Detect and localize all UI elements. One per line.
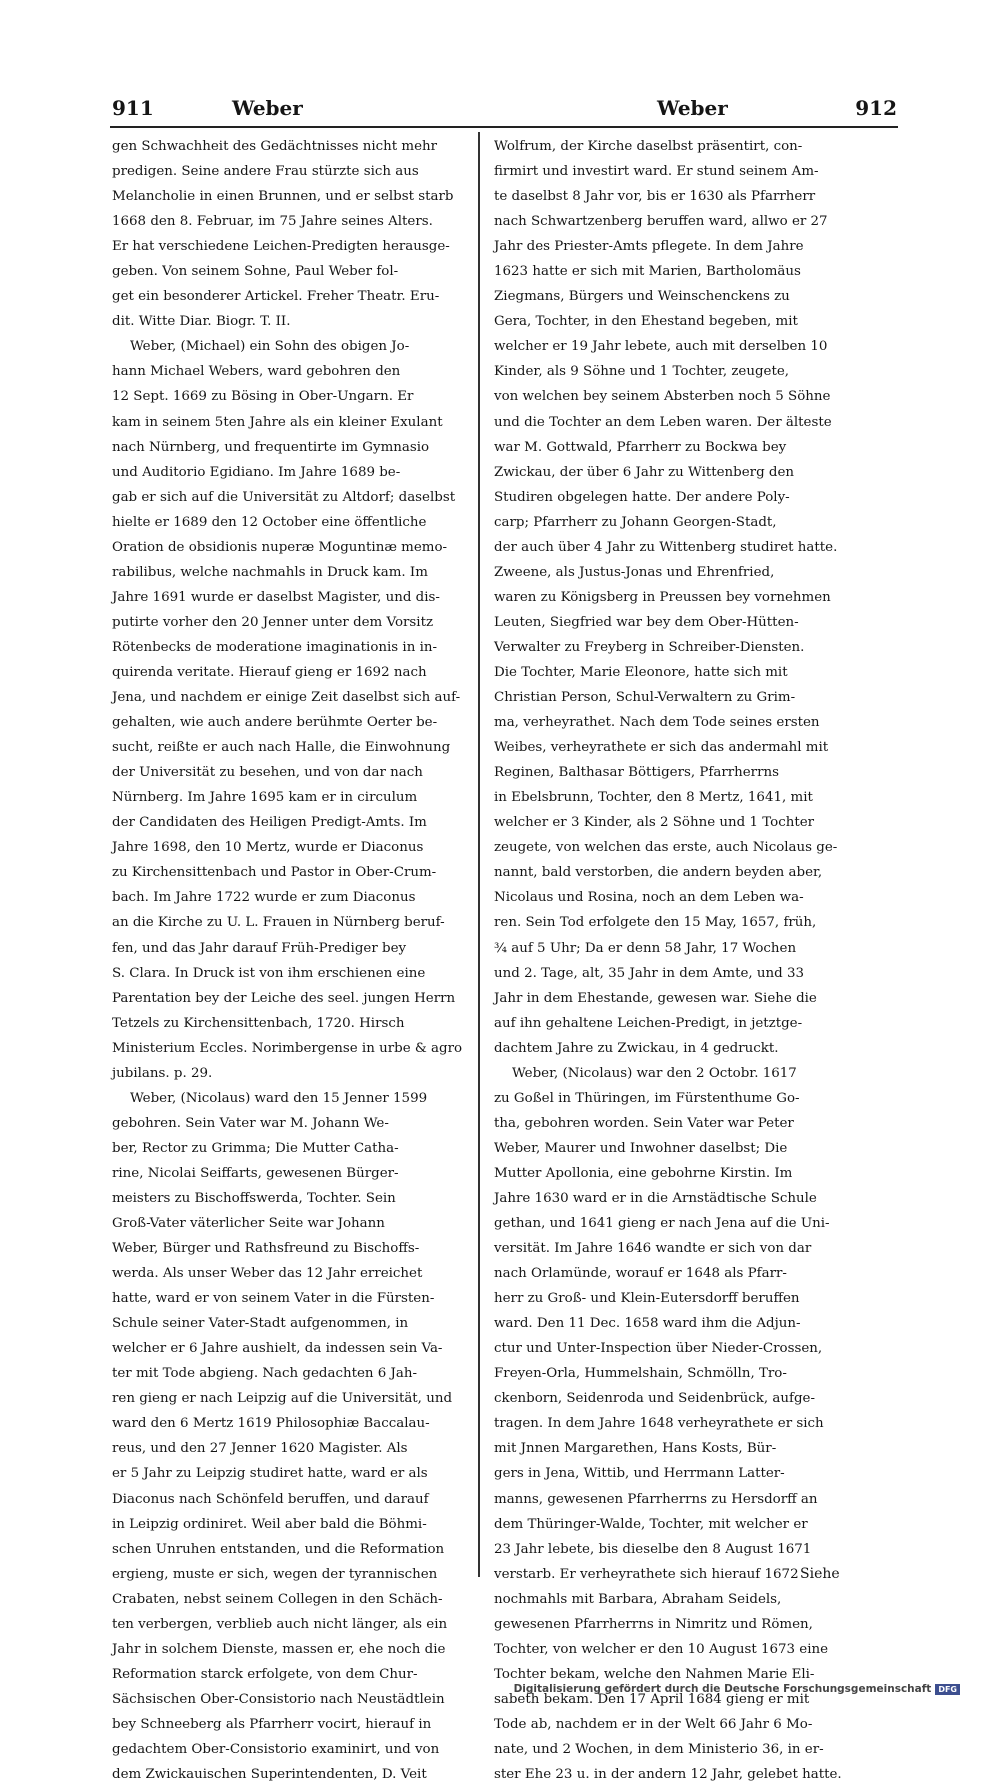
footer-text: Digitalisierung gefördert durch die Deutsche Forschungsgemeinschaft [513, 1683, 932, 1695]
header-word-left: Weber [232, 96, 303, 120]
column-divider [478, 132, 480, 1577]
page-number-right: 912 [855, 96, 897, 120]
entry-weber-michael: Weber, (Michael) ein Sohn des obigen Jo- hann Michael Webers, ward gebohren den 12 Sept. 1669 zu Bösing in Ober-Ungarn. Er kam in seinem 5ten Jahre als ein kleiner Exulant nach Nürnberg, und frequentirte im Gymnasio und Auditorio Egidiano. Im Jahre 1689 be- gab er sich auf die Universität zu Altdorf; daselbst hielte er 1689 den 12 October eine öffentliche Oration de obsidionis nuperæ Moguntinæ memo- rabilibus, welche nachmahls in Druck kam. Im Jahre 1691 wurde er daselbst Magister, und dis- putirte vorher den 20 Jenner unter dem Vorsitz Rötenbecks de moderatione imaginationis in in- quirenda veritate. Hierauf gieng er 1692 nach Jena, und nachdem er einige Zeit daselbst sich auf- gehalten, wie auch andere berühmte Oerter be- sucht, reißte er auch nach Halle, die Einwohnung der Universität zu besehen, und von dar nach Nürnberg. Im Jahre 1695 kam er in circulum der Candidaten des Heiligen Predigt-Amts. Im Jahre 1698, den 10 Mertz, wurde er Diaconus zu Kirchensittenbach und Pastor in Ober-Crum- bach. Im Jahre 1722 wurde er zum Diaconus an die Kirche zu U. L. Frauen in Nürnberg beruf- fen, und das Jahr darauf Früh-Prediger bey S. Clara. In Druck ist von ihm erschienen eine Parentation bey der Leiche des seel. jungen Herrn Tetzels zu Kirchensittenbach, 1720. Hirsch Ministerium Eccles. Norimbergense in urbe & agro jubilans. p. 29. [112, 339, 463, 1081]
catchword: Siehe [800, 1566, 840, 1582]
paragraph: Wolfrum, der Kirche daselbst präsentirt, con- firmirt und investirt ward. Er stund seinem Am- te daselbst 8 Jahr vor, bis er 1630 als Pfarrherr nach Schwartzenberg beruffen ward, allwo er 27 Jahr des Priester-Amts pflegete. In dem Jahre 1623 hatte er sich mit Marien, Bartholomäus Ziegmans, Bürgers und Weinschenckens zu Gera, Tochter, in den Ehestand begeben, mit welcher er 19 Jahr lebete, auch mit derselben 10 Kinder, als 9 Söhne und 1 Tochter, zeugete, von welchen bey seinem Absterben noch 5 Söhne und die Tochter an dem Leben waren. Der älteste war M. Gottwald, Pfarrherr zu Bockwa bey Zwickau, der über 6 Jahr zu Wittenberg den Studiren obgelegen hatte. Der andere Poly- carp; Pfarrherr zu Johann Georgen-Stadt, der auch über 4 Jahr zu Wittenberg studiret hatte. Zweene, als Justus-Jonas und Ehrenfried, waren zu Königsberg in Preussen bey vornehmen Leuten, Siegfried war bey dem Ober-Hütten- Verwalter zu Freyberg in Schreiber-Diensten. Die Tochter, Marie Eleonore, hatte sich mit Christian Person, Schul-Verwaltern zu Grim- ma, verheyrathet. Nach dem Tode seines ersten Weibes, verheyrathete er sich das andermahl mit Reginen, Balthasar Böttigers, Pfarrherrns in Ebelsbrunn, Tochter, den 8 Mertz, 1641, mit welcher er 3 Kinder, als 2 Söhne und 1 Tochter zeugete, von welchen das erste, auch Nicolaus ge- nannt, bald verstorben, die andern beyden aber, Nicolaus und Rosina, noch an dem Leben wa- ren. Sein Tod erfolgete den 15 May, 1657, früh, ¾ auf 5 Uhr; Da er denn 58 Jahr, 17 Wochen und 2. Tage, alt, 35 Jahr in dem Amte, und 33 Jahr in dem Ehestande, gewesen war. Siehe die auf ihn gehaltene Leichen-Predigt, in jetztge- dachtem Jahre zu Zwickau, in 4 gedruckt. [494, 139, 838, 1056]
header-rule [110, 126, 898, 128]
header-word-right: Weber [657, 96, 728, 120]
right-column [494, 134, 862, 1787]
left-column [112, 134, 474, 1787]
page-header [112, 96, 897, 124]
page-number-left: 911 [112, 96, 154, 120]
entry-weber-nicolaus-1617: Weber, (Nicolaus) war den 2 Octobr. 1617 zu Goßel in Thüringen, im Fürstenthume Go- tha, gebohren worden. Sein Vater war Peter Weber, Maurer und Inwohner daselbst; Die Mutter Apollonia, eine gebohrne Kirstin. Im Jahre 1630 ward er in die Arnstädtische Schule gethan, und 1641 gieng er nach Jena auf die Uni- versität. Im Jahre 1646 wandte er sich von dar nach Orlamünde, worauf er 1648 als Pfarr- herr zu Groß- und Klein-Eutersdorff beruffen ward. Den 11 Dec. 1658 ward ihm die Adjun- ctur und Unter-Inspection über Nieder-Crossen, Freyen-Orla, Hummelshain, Schmölln, Tro- ckenborn, Seidenroda und Seidenbrück, aufge- tragen. In dem Jahre 1648 verheyrathete er sich mit Jnnen Margarethen, Hans Kosts, Bür- gers in Jena, Wittib, und Herrmann Latter- manns, gewesenen Pfarrherrns zu Hersdorff an dem Thüringer-Walde, Tochter, mit welcher er 23 Jahr lebete, bis dieselbe den 8 August 1671 verstarb. Er verheyrathete sich hierauf 1672 nochmahls mit Barbara, Abraham Seidels, gewesenen Pfarrherrns in Nimritz und Römen, Tochter, von welcher er den 10 August 1673 eine Tochter bekam, welche den Nahmen Marie Eli- sabeth bekam. Den 17 April 1684 gieng er mit Tode ab, nachdem er in der Welt 66 Jahr 6 Mo- nate, und 2 Wochen, in dem Ministerio 36, in er- ster Ehe 23 u. in der andern 12 Jahr, gelebet hatte. [494, 1065, 842, 1783]
footer [514, 1680, 960, 1698]
dfg-logo: DFG [935, 1684, 960, 1695]
paragraph: gen Schwachheit des Gedächtnisses nicht mehr predigen. Seine andere Frau stürzte sich aus Melancholie in einen Brunnen, und er selbst starb 1668 den 8. Februar, im 75 Jahre seines Alters. Er hat verschiedene Leichen-Predigten herausge- geben. Von seinem Sohne, Paul Weber fol- get ein besonderer Artickel. Freher Theatr. Eru- dit. Witte Diar. Biogr. T. II. [112, 139, 454, 330]
entry-weber-nicolaus-1599: Weber, (Nicolaus) ward den 15 Jenner 1599 gebohren. Sein Vater war M. Johann We- ber, Rector zu Grimma; Die Mutter Catha- rine, Nicolai Seiffarts, gewesenen Bürger- meisters zu Bischoffswerda, Tochter. Sein Groß-Vater väterlicher Seite war Johann Weber, Bürger und Rathsfreund zu Bischoffs- werda. Als unser Weber das 12 Jahr erreichet hatte, ward er von seinem Vater in die Fürsten- Schule seiner Vater-Stadt aufgenommen, in welcher er 6 Jahre aushielt, da indessen sein Va- ter mit Tode abgieng. Nach gedachten 6 Jah- ren gieng er nach Leipzig auf die Universität, und ward den 6 Mertz 1619 Philosophiæ Baccalau- reus, und den 27 Jenner 1620 Magister. Als er 5 Jahr zu Leipzig studiret hatte, ward er als Diaconus nach Schönfeld beruffen, und darauf in Leipzig ordiniret. Weil aber bald die Böhmi- schen Unruhen entstanden, und die Reformation ergieng, muste er sich, wegen der tyrannischen Crabaten, nebst seinem Collegen in den Schäch- ten verbergen, verblieb auch nicht länger, als ein Jahr in solchem Dienste, massen er, ehe noch die Reformation starck erfolgete, von dem Chur- Sächsischen Ober-Consistorio nach Neustädtlein bey Schneeberg als Pfarrherr vocirt, hierauf in gedachtem Ober-Consistorio examinirt, und von dem Zwickauischen Superintendenten, D. Veit [112, 1090, 453, 1783]
